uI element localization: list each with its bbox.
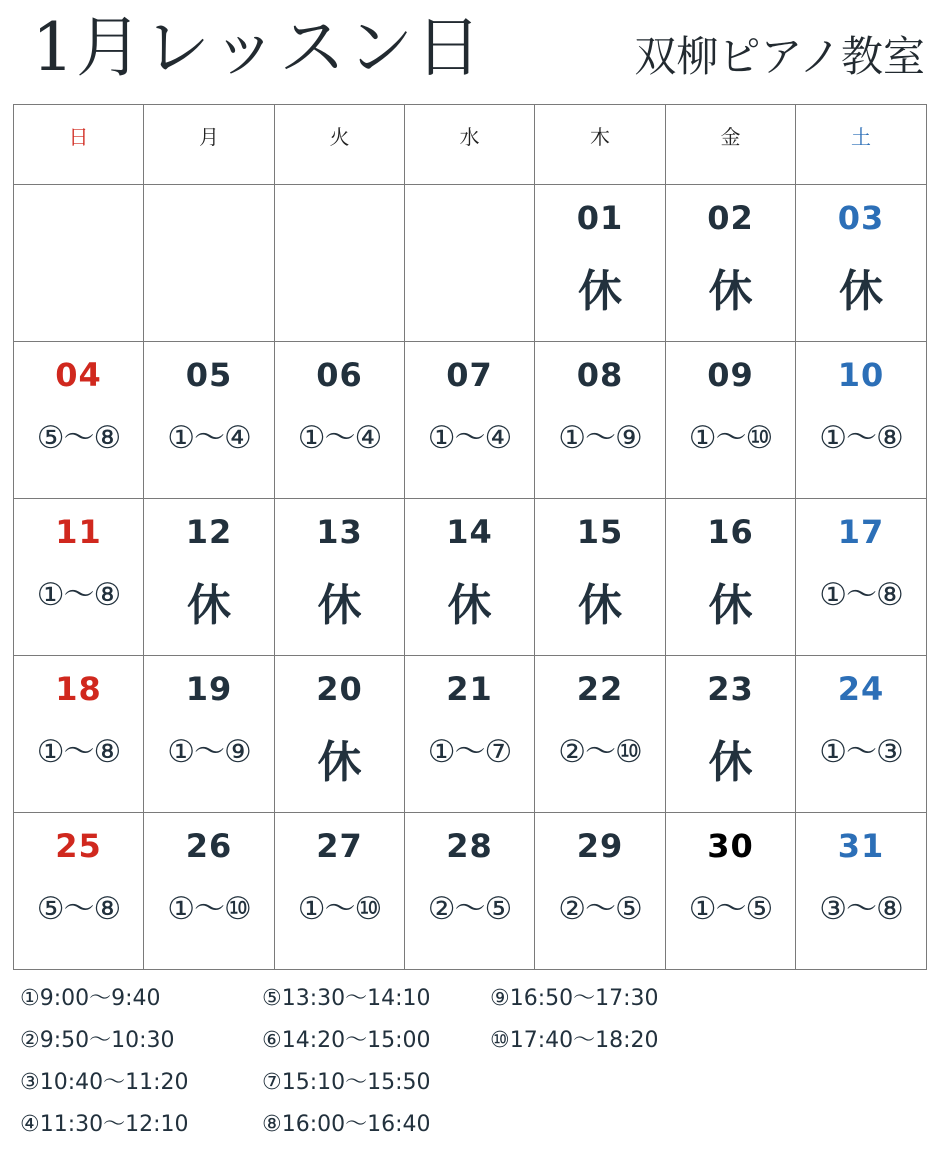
calendar-grid [13, 104, 927, 970]
legend-item: ①9:00～9:40 [20, 986, 161, 1011]
calendar-day-cell [275, 342, 405, 499]
empty-day-cell [275, 185, 405, 342]
calendar-day-cell [275, 656, 405, 813]
legend-column [490, 978, 659, 1062]
day-off-label: 休 [708, 737, 753, 788]
weekday-header-row [14, 105, 927, 185]
empty-day-cell [405, 185, 535, 342]
day-number: 27 [316, 827, 363, 865]
calendar-day-cell [796, 185, 927, 342]
week-row [14, 342, 927, 499]
day-off-label: 休 [578, 266, 622, 317]
legend-item: ⑦15:10～15:50 [262, 1070, 431, 1095]
lesson-slot-range: ①～⑧ [36, 734, 121, 770]
day-number: 02 [707, 199, 754, 237]
empty-day-cell [14, 185, 144, 342]
lesson-slot-range: ①～⑧ [819, 420, 903, 456]
day-number: 23 [707, 670, 754, 708]
calendar-day-cell [275, 813, 405, 970]
week-row [14, 813, 927, 970]
legend-column [20, 978, 189, 1146]
day-number: 17 [837, 513, 885, 551]
lesson-slot-range: ①～④ [297, 420, 382, 456]
day-number: 20 [316, 670, 363, 708]
legend-item: ⑧16:00～16:40 [262, 1112, 431, 1137]
day-number: 11 [55, 513, 102, 551]
legend-item: ⑨16:50～17:30 [490, 986, 659, 1011]
day-number: 16 [707, 513, 754, 551]
calendar-day-cell [14, 342, 144, 499]
calendar-day-cell [535, 813, 666, 970]
lesson-slot-range: ①～⑩ [297, 891, 382, 927]
calendar-day-cell [796, 342, 927, 499]
lesson-slot-range: ①～⑨ [558, 420, 642, 456]
calendar-day-cell [144, 813, 275, 970]
lesson-slot-range: ②～⑤ [558, 891, 642, 927]
calendar-day-cell [666, 499, 796, 656]
weekday-tue: 火 [275, 105, 405, 185]
legend-item: ③10:40～11:20 [20, 1070, 189, 1095]
calendar-day-cell [144, 499, 275, 656]
day-number: 14 [446, 513, 493, 551]
calendar-day-cell [405, 656, 535, 813]
lesson-slot-range: ①～⑤ [688, 891, 773, 927]
day-number: 15 [576, 513, 624, 551]
weekday-thu: 木 [535, 105, 666, 185]
weekday-sun: 日 [14, 105, 144, 185]
calendar-day-cell [535, 185, 666, 342]
day-number: 13 [316, 513, 363, 551]
day-number: 06 [316, 356, 363, 394]
day-number: 24 [837, 670, 885, 708]
weekday-mon: 月 [144, 105, 275, 185]
day-number: 08 [576, 356, 624, 394]
calendar-day-cell [666, 342, 796, 499]
calendar-day-cell [535, 656, 666, 813]
lesson-slot-range: ⑤～⑧ [36, 420, 121, 456]
lesson-slot-range: ①～⑩ [167, 891, 251, 927]
day-off-label: 休 [708, 580, 753, 631]
week-row [14, 185, 927, 342]
calendar-day-cell [405, 342, 535, 499]
day-number: 26 [185, 827, 233, 865]
day-number: 05 [185, 356, 233, 394]
day-number: 09 [707, 356, 754, 394]
empty-day-cell [144, 185, 275, 342]
day-off-label: 休 [317, 580, 362, 631]
day-number: 19 [185, 670, 233, 708]
weekday-wed: 水 [405, 105, 535, 185]
calendar-day-cell [796, 499, 927, 656]
day-number: 31 [837, 827, 885, 865]
calendar-day-cell [405, 813, 535, 970]
day-number: 18 [55, 670, 102, 708]
calendar-day-cell [14, 656, 144, 813]
day-off-label: 休 [187, 580, 231, 631]
lesson-slot-range: ①～④ [427, 420, 512, 456]
day-number: 04 [55, 356, 102, 394]
day-number: 25 [55, 827, 102, 865]
lesson-slot-range: ①～⑧ [36, 577, 121, 613]
lesson-slot-range: ①～③ [819, 734, 903, 770]
legend-item: ⑥14:20～15:00 [262, 1028, 431, 1053]
calendar-day-cell [275, 499, 405, 656]
calendar-day-cell [796, 813, 927, 970]
lesson-slot-range: ①～⑧ [819, 577, 903, 613]
day-number: 22 [576, 670, 624, 708]
week-row [14, 499, 927, 656]
calendar-day-cell [535, 342, 666, 499]
school-name: 双柳ピアノ教室 [634, 32, 925, 81]
calendar-day-cell [144, 656, 275, 813]
legend-column [262, 978, 431, 1146]
lesson-slot-range: ①～⑦ [427, 734, 512, 770]
legend-item: ⑩17:40～18:20 [490, 1028, 659, 1053]
day-number: 12 [185, 513, 233, 551]
page-title: 1月レッスン日 [32, 9, 484, 86]
day-off-label: 休 [708, 266, 753, 317]
day-off-label: 休 [839, 266, 883, 317]
calendar-day-cell [144, 342, 275, 499]
legend-item: ②9:50～10:30 [20, 1028, 175, 1053]
day-number: 29 [576, 827, 624, 865]
day-off-label: 休 [317, 737, 362, 788]
day-off-label: 休 [578, 580, 622, 631]
lesson-slot-range: ②～⑤ [427, 891, 512, 927]
day-number: 30 [707, 827, 754, 865]
calendar-day-cell [14, 813, 144, 970]
lesson-slot-range: ①～⑨ [167, 734, 251, 770]
weekday-sat: 土 [796, 105, 927, 185]
calendar-day-cell [405, 499, 535, 656]
lesson-slot-range: ⑤～⑧ [36, 891, 121, 927]
day-number: 21 [446, 670, 493, 708]
day-number: 10 [837, 356, 885, 394]
day-number: 01 [576, 199, 624, 237]
lesson-slot-range: ①～⑩ [688, 420, 773, 456]
calendar-day-cell [14, 499, 144, 656]
legend-item: ⑤13:30～14:10 [262, 986, 431, 1011]
calendar-day-cell [666, 813, 796, 970]
calendar-day-cell [666, 656, 796, 813]
week-row [14, 656, 927, 813]
day-number: 28 [446, 827, 493, 865]
day-number: 03 [837, 199, 885, 237]
weekday-fri: 金 [666, 105, 796, 185]
lesson-slot-range: ①～④ [167, 420, 251, 456]
calendar-day-cell [796, 656, 927, 813]
day-number: 07 [446, 356, 493, 394]
lesson-slot-range: ③～⑧ [819, 891, 903, 927]
calendar-day-cell [666, 185, 796, 342]
legend-item: ④11:30～12:10 [20, 1112, 189, 1137]
lesson-slot-range: ②～⑩ [558, 734, 642, 770]
calendar-day-cell [535, 499, 666, 656]
day-off-label: 休 [447, 580, 492, 631]
